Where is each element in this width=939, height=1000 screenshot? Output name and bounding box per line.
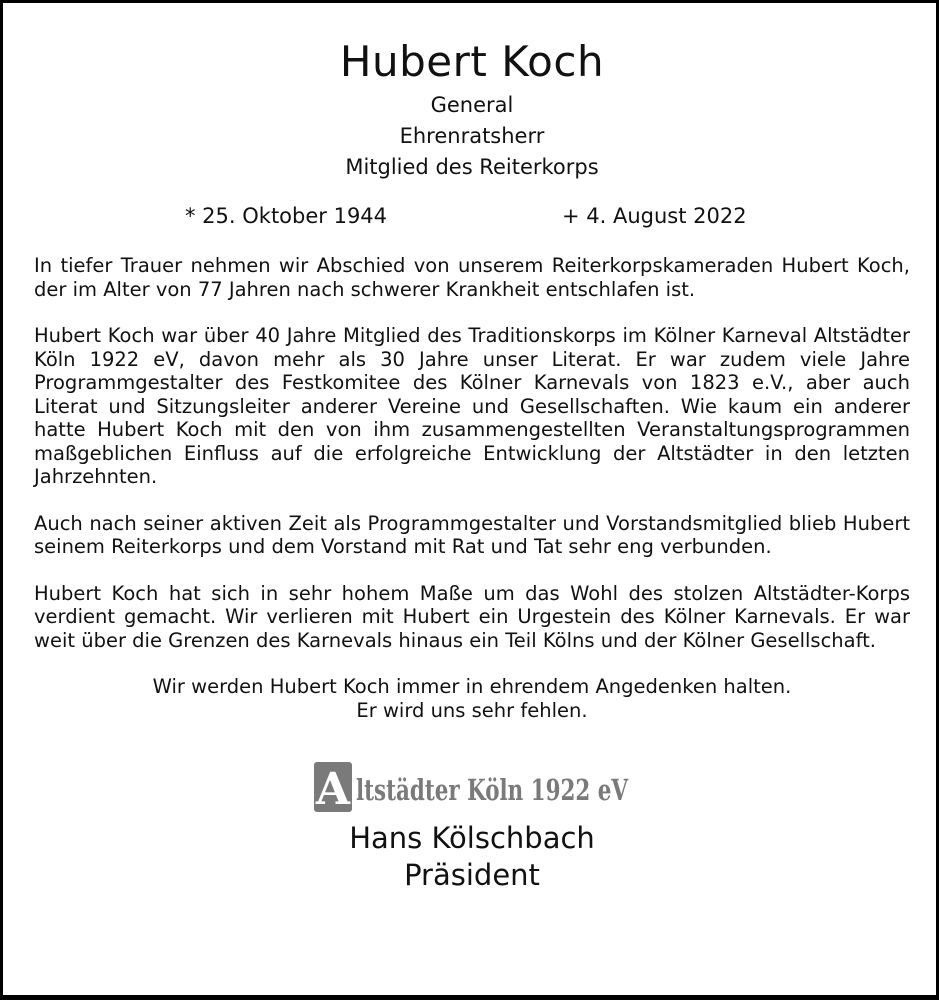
title-line-2: Ehrenratsherr (399, 124, 545, 148)
signer-role: Präsident (404, 858, 540, 892)
signer-block (34, 820, 910, 894)
logo-initial-letter: A (315, 764, 351, 815)
life-dates (34, 200, 910, 232)
paragraph-1: In tiefer Trauer nehmen wir Abschied von unserem Reiterkorpskameraden Hubert Koch, der im Alter von 77 Jahren nach schwerer Krankheit entschlafen ist. (34, 254, 910, 301)
logo-wordmark: ltstädter Köln 1922 eV (356, 773, 629, 807)
altstaedter-logo (312, 754, 632, 818)
title-line-3: Mitglied des Reiterkorps (345, 155, 599, 179)
deceased-titles (34, 90, 910, 183)
birth-date: * 25. Oktober 1944 (185, 204, 388, 228)
closing-line-1: Wir werden Hubert Koch immer in ehrendem Angedenken halten. (152, 675, 792, 698)
signer-name: Hans Kölschbach (349, 821, 595, 855)
title-line-1: General (430, 93, 514, 117)
obituary-frame (3, 3, 936, 995)
closing-line-2: Er wird uns sehr fehlen. (356, 698, 588, 722)
paragraph-3: Auch nach seiner aktiven Zeit als Programmgestalter und Vorstandsmitglied blieb Hubert seinem Reiterkorps und dem Vorstand mit Rat und Tat sehr eng verbunden. (34, 511, 910, 558)
deceased-name: Hubert Koch (339, 37, 605, 86)
paragraph-4: Hubert Koch hat sich in sehr hohem Maße um das Wohl des stolzen Altstädter-Korps verdient gemacht. Wir verlieren mit Hubert ein Urgestein des Kölner Karnevals. Er war weit über die Grenzen des Karnevals hinaus ein Teil Kölns und der Kölner Gesellschaft. (34, 581, 910, 652)
death-date: + 4. August 2022 (562, 204, 747, 228)
paragraph-2: Hubert Koch war über 40 Jahre Mitglied des Traditionskorps im Kölner Karneval Altstädter Köln 1922 eV, davon mehr als 30 Jahre unser Literat. Er war zudem viele Jahre Programmgestalter des Festkomitee des Kölner Karnevals von 1823 e.V., aber auch Literat und Sitzungsleiter anderer Vereine und Gesellschaften. Wie kaum ein anderer hatte Hubert Koch mit den von ihm zusammengestellten Veranstaltungsprogrammen maßgeblichen Einfluss auf die erfolgreiche Entwicklung der Altstädter in den letzten Jahrzehnten. (34, 324, 910, 488)
obituary-content (34, 3, 910, 894)
closing-lines (34, 675, 910, 722)
